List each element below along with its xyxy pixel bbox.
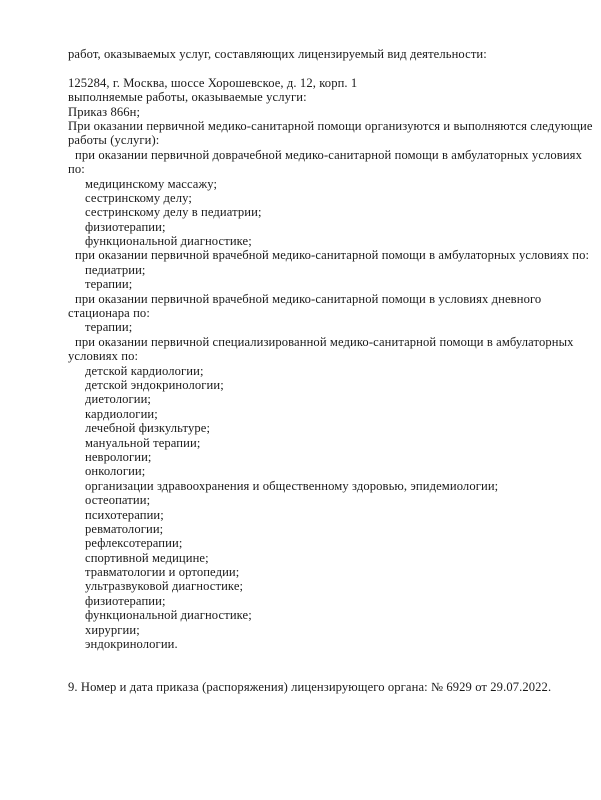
subsection-line: при оказании первичной доврачебной медико-санитарной помощи в амбулаторных условиях xyxy=(75,147,582,162)
blank-line xyxy=(68,651,575,665)
service-item-line: мануальной терапии; xyxy=(85,435,201,450)
subsection-line: при оказании первичной врачебной медико-санитарной помощи в амбулаторных условиях по: xyxy=(75,248,590,263)
service-item-line: медицинскому массажу; xyxy=(85,176,218,191)
service-item-line: эндокринологии. xyxy=(85,637,178,652)
service-item-line: ревматологии; xyxy=(85,521,164,536)
intro-line: работ, оказываемых услуг, составляющих лицензируемый вид деятельности: xyxy=(68,47,487,61)
service-item-line: остеопатии; xyxy=(85,493,151,508)
service-item-line: детской эндокринологии; xyxy=(85,377,224,392)
service-item-line: сестринскому делу; xyxy=(85,190,192,205)
subsection-line: условиях по: xyxy=(68,349,139,364)
service-item-line: психотерапии; xyxy=(85,507,164,522)
service-item-line: детской кардиологии; xyxy=(85,363,204,378)
service-item-line: педиатрии; xyxy=(85,262,146,277)
blank-line xyxy=(68,666,575,680)
service-item-line: терапии; xyxy=(85,277,133,292)
subsection-line: при оказании первичной специализированной медико-санитарной помощи в амбулаторных xyxy=(75,334,574,349)
works-header-line: выполняемые работы, оказываемые услуги: xyxy=(68,90,307,105)
service-item-line: сестринскому делу в педиатрии; xyxy=(85,205,262,220)
service-item-line: ультразвуковой диагностике; xyxy=(85,579,244,594)
address-line: 125284, г. Москва, шоссе Хорошевское, д. 12, корп. 1 xyxy=(68,75,358,90)
order-ref-line: Приказ 866н; xyxy=(68,104,141,119)
service-item-line: физиотерапии; xyxy=(85,593,166,608)
service-item-line: неврологии; xyxy=(85,449,152,464)
document-text xyxy=(68,47,593,695)
service-item-line: организации здравоохранения и общественному здоровью, эпидемиологии; xyxy=(85,478,499,493)
service-item-line: рефлексотерапии; xyxy=(85,536,183,551)
text-line: работы (услуги): xyxy=(68,133,160,148)
service-item-line: хирургии; xyxy=(85,622,140,637)
subsection-line: стационара по: xyxy=(68,306,150,321)
blank-line xyxy=(68,61,575,75)
service-item-line: диетологии; xyxy=(85,392,152,407)
subsection-line: при оказании первичной врачебной медико-санитарной помощи в условиях дневного xyxy=(75,291,542,306)
service-item-line: кардиологии; xyxy=(85,406,158,421)
service-item-line: физиотерапии; xyxy=(85,219,166,234)
service-item-line: функциональной диагностике; xyxy=(85,608,252,623)
service-item-line: травматологии и ортопедии; xyxy=(85,565,240,580)
subsection-line: по: xyxy=(68,162,85,177)
text-line: При оказании первичной медико-санитарной помощи организуются и выполняются следующие xyxy=(68,118,593,133)
service-item-line: лечебной физкультуре; xyxy=(85,421,211,436)
licensing-order-line: 9. Номер и дата приказа (распоряжения) лицензирующего органа: № 6929 от 29.07.2022. xyxy=(68,680,552,695)
service-item-line: спортивной медицине; xyxy=(85,550,209,565)
service-item-line: функциональной диагностике; xyxy=(85,234,252,249)
service-item-line: онкологии; xyxy=(85,464,146,479)
service-item-line: терапии; xyxy=(85,320,133,335)
